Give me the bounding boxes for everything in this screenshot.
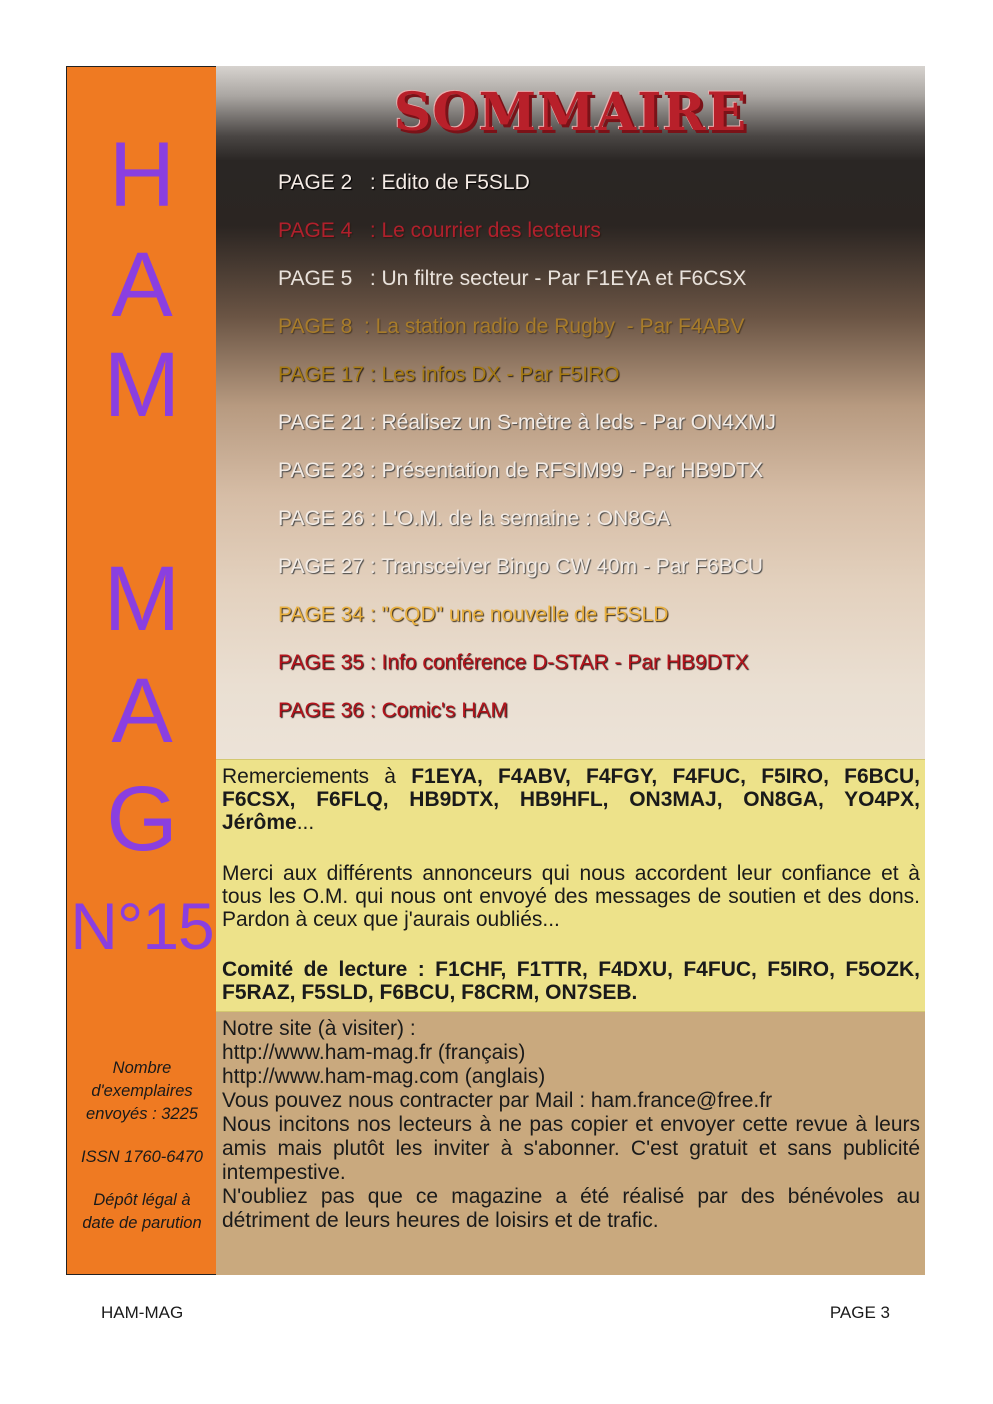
thanks-ellipsis: ... [296,811,315,834]
legal-line-1: Dépôt légal à [93,1191,191,1209]
toc-item[interactable]: PAGE 36 : Comic's HAM [278,699,509,722]
issn: ISSN 1760-6470 [80,1148,203,1166]
site-link-com[interactable]: http://www.ham-mag.com (anglais) [222,1065,546,1088]
site-link-fr[interactable]: http://www.ham-mag.fr (français) [222,1041,526,1064]
footer-page-number: PAGE 3 [829,1303,890,1322]
toc-item[interactable]: PAGE 21 : Réalisez un S-mètre à leds - Par ON4XMJ [278,411,776,434]
copies-line-1: Nombre [112,1059,172,1077]
toc-item[interactable]: PAGE 5 : Un filtre secteur - Par F1EYA et F6CSX [278,267,747,290]
toc-item[interactable]: PAGE 17 : Les infos DX - Par F5IRO [278,363,620,386]
table-of-contents [216,66,925,759]
title-letter-a2: A [111,660,173,762]
toc-item[interactable]: PAGE 27 : Transceiver Bingo CW 40m - Par F6BCU [278,555,764,578]
toc-item[interactable]: PAGE 4 : Le courrier des lecteurs [278,219,601,242]
title-letter-a: A [111,234,173,336]
legal-line-2: date de parution [82,1214,202,1232]
volunteers-paragraph: N'oubliez pas que ce magazine a été réalisé par des bénévoles au détriment de leurs heures de loisirs et de trafic. [222,1185,920,1232]
advertisers-paragraph: Merci aux différents annonceurs qui nous accordent leur confiance et à tous les O.M. qui nous ont envoyé des messages de soutien et des dons. Pardon à ceux que j'aurais oubliés... [222,862,920,931]
title-letter-m: M [103,334,181,436]
copies-line-3: envoyés : 3225 [86,1105,198,1123]
toc-title: SOMMAIRE [393,82,748,143]
toc-item[interactable]: PAGE 8 : La station radio de Rugby - Par F4ABV [278,315,745,338]
title-letter-m2: M [103,548,181,650]
thanks-intro: Remerciements à [222,765,396,788]
title-letter-h: H [108,124,176,226]
thanks-panel [216,759,925,1012]
toc-item[interactable]: PAGE 34 : "CQD" une nouvelle de F5SLD [278,603,669,626]
incite-paragraph: Nous incitons nos lecteurs à ne pas copier et envoyer cette revue à leurs amis mais plutôt les inviter à s'abonner. C'est gratuit et sans publicité intempestive. [222,1113,920,1184]
thanks-names: F1EYA, F4ABV, F4FGY, F4FUC, F5IRO, F6BCU, F6CSX, F6FLQ, HB9DTX, HB9HFL, ON3MAJ, ON8GA, YO4PX, Jérôme [222,765,920,834]
sidebar [66,66,216,1275]
copies-line-2: d'exemplaires [91,1082,193,1100]
toc-item[interactable]: PAGE 35 : Info conférence D-STAR - Par HB9DTX [278,651,749,674]
thanks-paragraph [222,765,920,834]
site-intro: Notre site (à visiter) : [222,1017,416,1040]
title-letter-g: G [106,768,178,870]
reading-committee: Comité de lecture : F1CHF, F1TTR, F4DXU, F4FUC, F5IRO, F5OZK, F5RAZ, F5SLD, F6BCU, F8CRM, ON7SEB. [222,958,920,1004]
footer-magazine: HAM-MAG [101,1303,184,1322]
issue-number: N°15 [70,889,214,963]
site-panel [216,1012,925,1275]
toc-item[interactable]: PAGE 26 : L'O.M. de la semaine : ON8GA [278,507,671,530]
toc-item[interactable]: PAGE 2 : Edito de F5SLD [278,171,530,194]
contact-email[interactable]: Vous pouvez nous contracter par Mail : ham.france@free.fr [222,1089,773,1112]
toc-item[interactable]: PAGE 23 : Présentation de RFSIM99 - Par HB9DTX [278,459,764,482]
